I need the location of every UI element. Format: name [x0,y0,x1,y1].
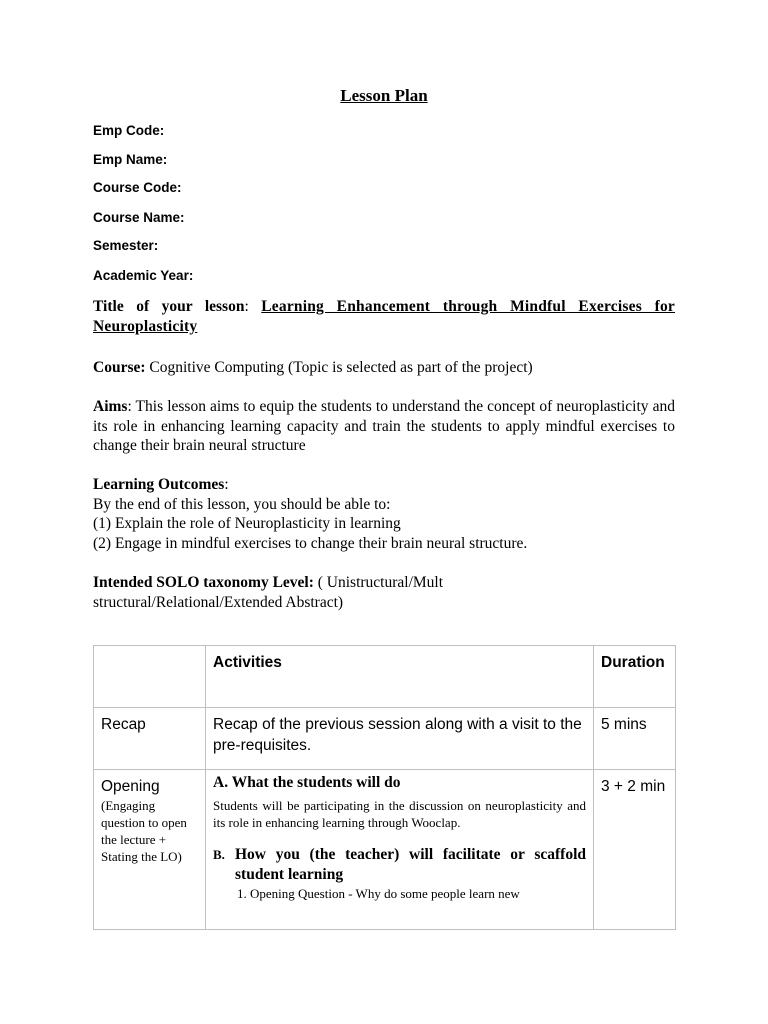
section-b-heading [213,845,586,885]
phase-opening-cell [94,770,206,930]
course-label: Course: [93,359,146,376]
activity-recap: Recap of the previous session along with a visit to the pre-requisites. [206,708,594,770]
lesson-activities-table [93,645,676,930]
course-value: Cognitive Computing (Topic is selected as part of the project) [149,359,533,376]
learning-outcomes-colon: : [224,476,229,493]
emp-code-label: Emp Code: [93,123,165,138]
duration-recap: 5 mins [594,708,676,770]
aims-paragraph [93,397,675,456]
lesson-title-colon: : [244,298,249,315]
header-empty-cell [94,646,206,708]
solo-label: Intended SOLO taxonomy Level: [93,574,314,591]
duration-opening: 3 + 2 min [594,770,676,930]
table-row-recap [94,708,676,770]
activity-opening-cell [206,770,594,930]
learning-outcomes-label: Learning Outcomes [93,476,225,493]
activities-header: Activities [206,646,594,708]
section-a-text: Students will be participating in the discussion on neuroplasticity and its role in enhancing learning through Wooclap. [213,798,586,830]
table-header-row [94,646,676,708]
academic-year-label: Academic Year: [93,268,194,283]
section-a-marker: A. [213,774,229,791]
phase-opening-note: (Engaging question to open the lecture + Stating the LO) [101,798,187,864]
learning-outcomes-intro: By the end of this lesson, you should be able to: [93,495,391,513]
section-b-marker: B. [213,847,225,862]
page-title: Lesson Plan [340,86,428,105]
solo-value: ( Unistructural/Mult structural/Relational/Extended Abstract) [93,574,444,611]
learning-outcomes-heading [93,475,675,495]
lesson-title-value: Learning Enhancement through Mindful Exercises for Neuroplasticity [93,298,676,335]
learning-outcome-item: (1) Explain the role of Neuroplasticity in learning [93,515,401,532]
phase-opening: Opening [101,778,160,795]
opening-question-item [213,885,586,902]
section-b-title: How you (the teacher) will facilitate or scaffold student learning [235,846,586,883]
semester-label: Semester: [93,238,159,253]
list-marker: 1. [237,886,247,901]
course-name-label: Course Name: [93,210,185,225]
lesson-title-label: Title of your lesson [93,298,245,315]
learning-outcome-item: (2) Engage in mindful exercises to change their brain neural structure. [93,534,528,552]
aims-value: : This lesson aims to equip the students to understand the concept of neuroplasticity and its role in enhancing learning capacity and train the students to apply mindful exercises to change their brain neural structure [93,398,675,454]
emp-name-label: Emp Name: [93,152,168,167]
section-a-heading [213,772,586,793]
course-code-label: Course Code: [93,180,182,195]
lesson-title-paragraph [93,297,675,336]
table-row-opening [94,770,676,930]
opening-question-text: Opening Question - Why do some people learn new [250,886,520,901]
course-paragraph [93,358,675,378]
duration-header: Duration [594,646,676,708]
learning-outcomes-section [93,475,675,553]
phase-recap: Recap [94,708,206,770]
aims-label: Aims [93,398,128,415]
section-a-title: What the students will do [231,774,401,791]
solo-paragraph [93,573,513,612]
